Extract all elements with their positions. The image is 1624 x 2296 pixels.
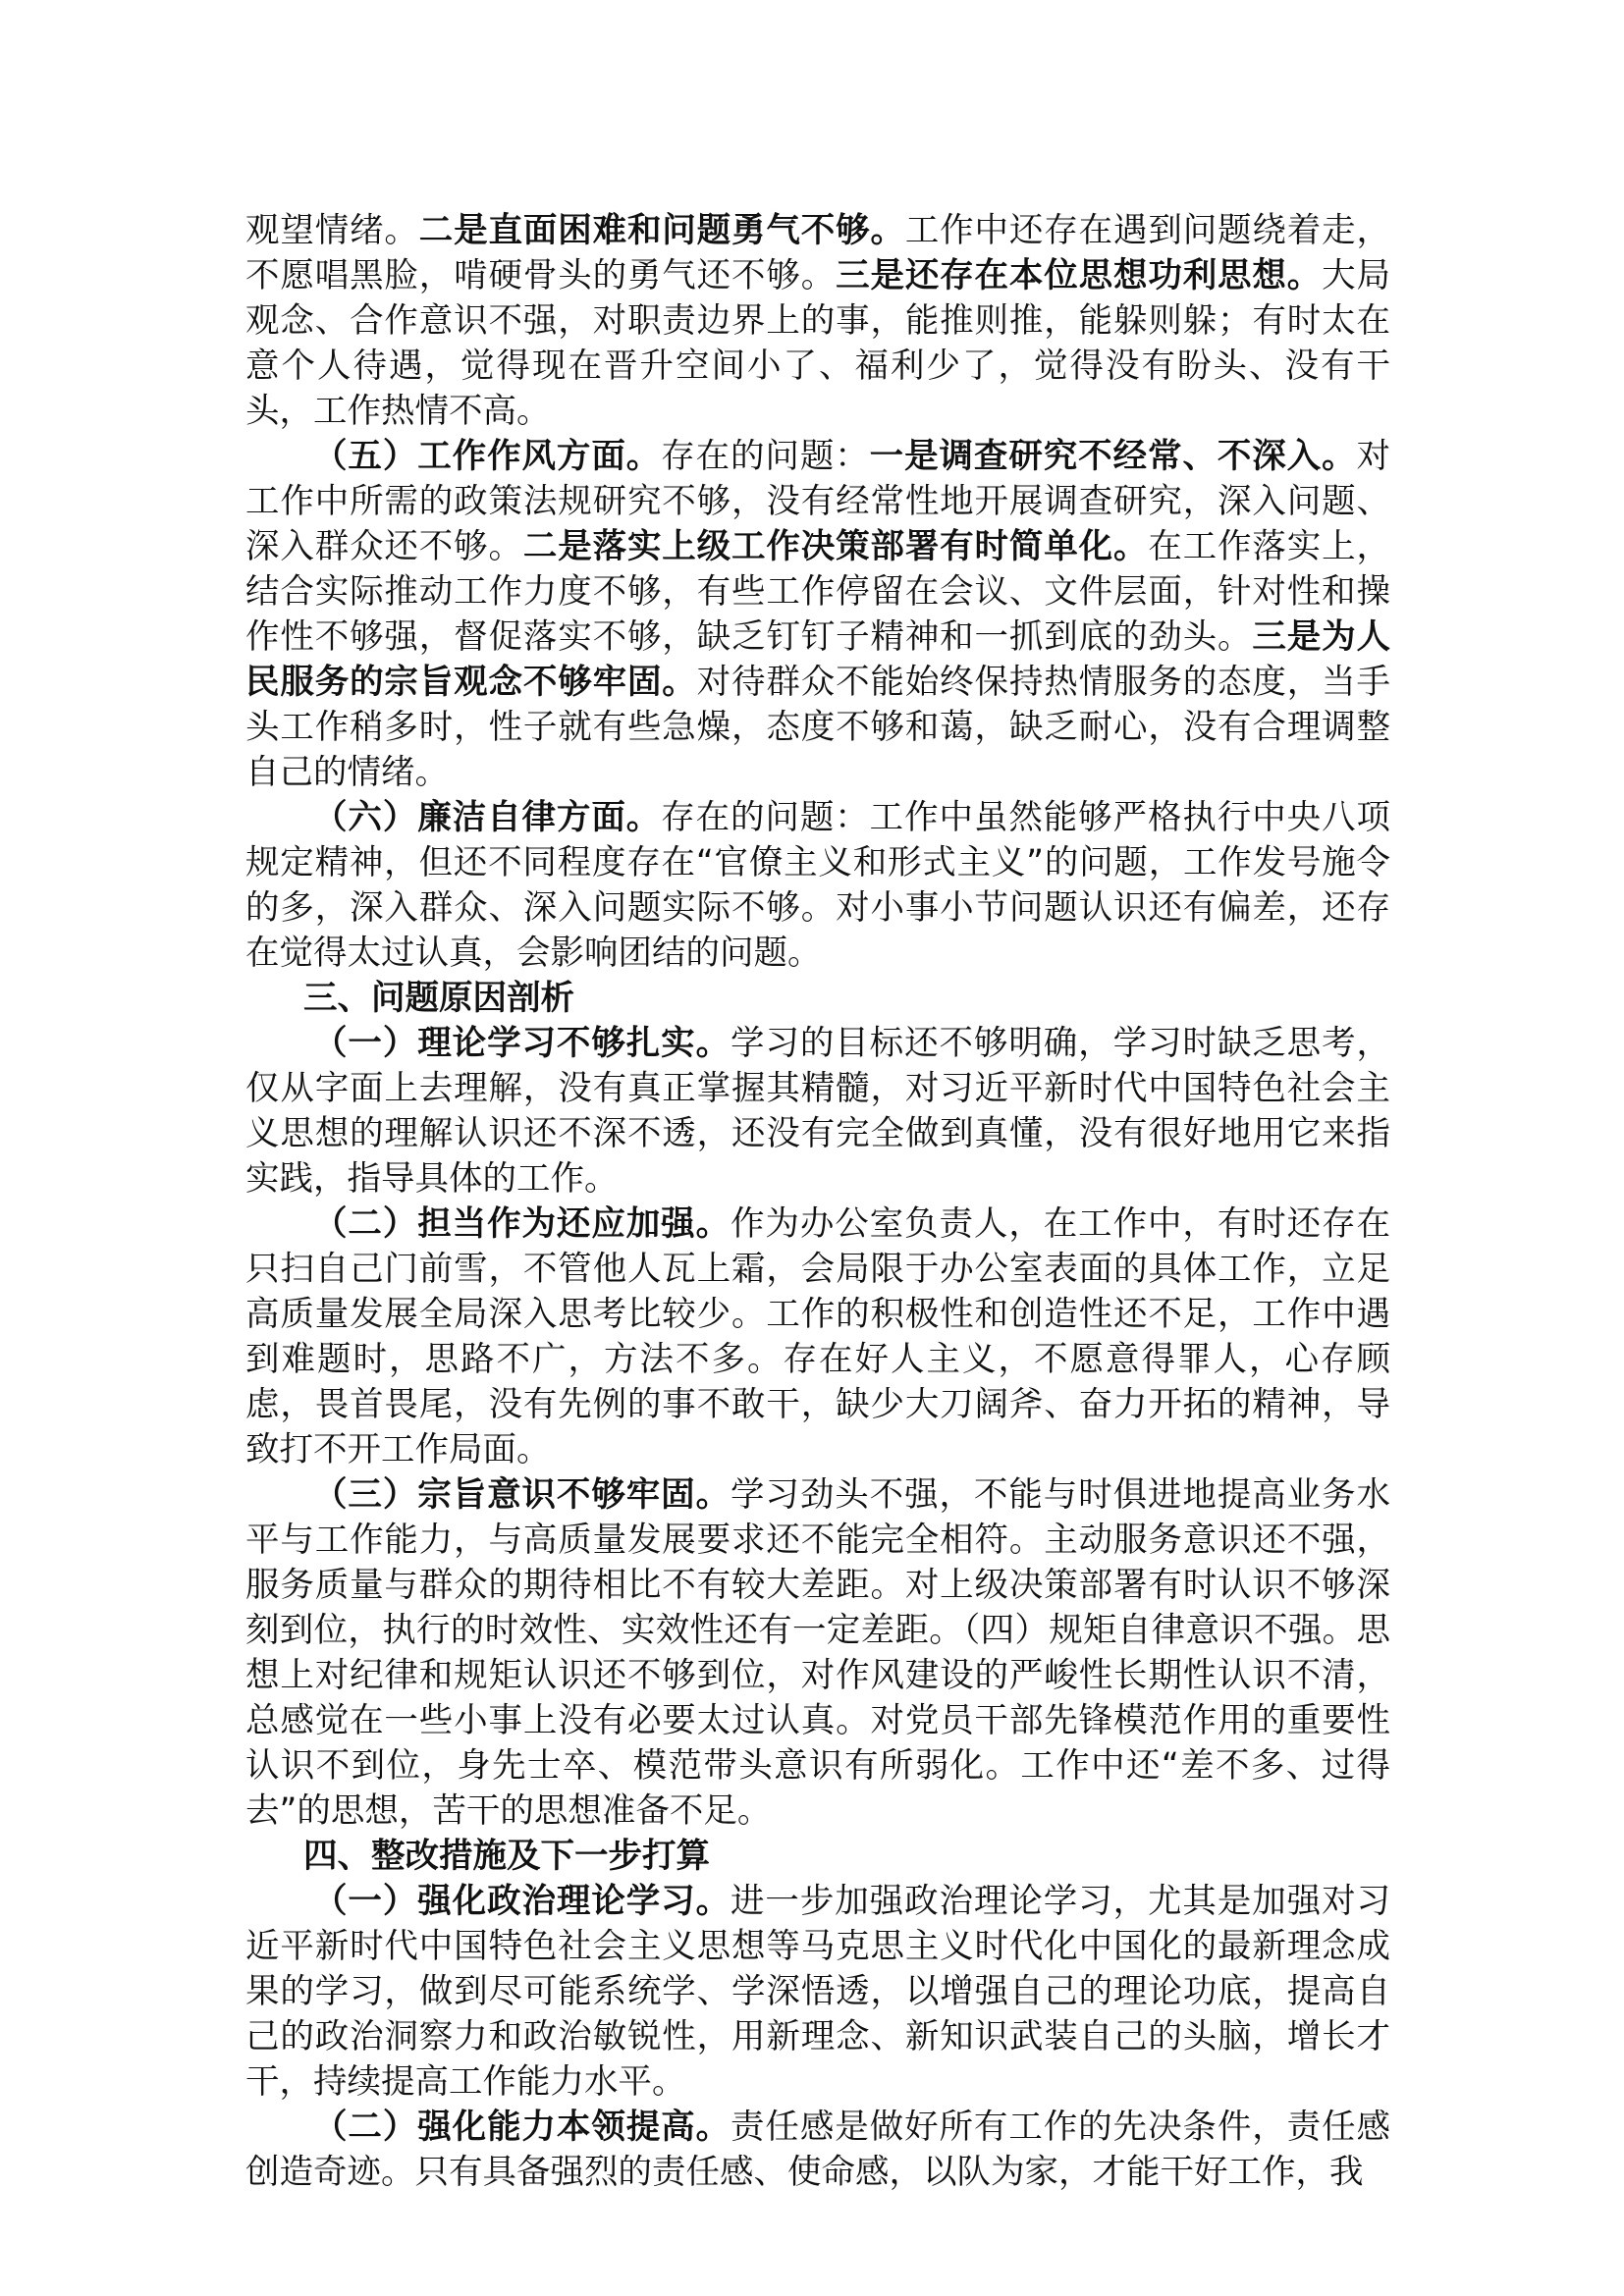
bold-phrase: （五）工作作风方面。 <box>313 437 662 476</box>
bold-phrase: 三是为人民服务的宗旨观念不够牢固。 <box>245 617 1390 702</box>
text-run: 存在的问题：工作中虽然能够严格执行中央八项规定精神，但还不同程度存在“官僚主义和形式主义”的问题，工作发号施令的多，深入群众、深入问题实际不够。对小事小节问题认识还有偏差，还存在觉得太过认真，会影响团结的问题。 <box>245 798 1391 973</box>
bold-phrase: （二）强化能力本领提高。 <box>313 2108 731 2147</box>
body-paragraph <box>245 208 1390 434</box>
text-run: 对工作中所需的政策法规研究不够，没有经常性地开展调查研究，深入问题、深入群众还不够。 <box>245 437 1391 566</box>
body-paragraph <box>245 795 1390 976</box>
section-heading <box>245 976 1390 1021</box>
bold-phrase: （一）强化政治理论学习。 <box>313 1882 731 1921</box>
body-paragraph <box>245 1879 1390 2105</box>
text-run: 对待群众不能始终保持热情服务的态度，当手头工作稍多时，性子就有些急燥，态度不够和蔼，缺乏耐心，没有合理调整自己的情绪。 <box>245 663 1390 792</box>
bold-phrase: 四、整改措施及下一步打算 <box>303 1837 710 1876</box>
text-run: 在工作落实上，结合实际推动工作力度不够，有些工作停留在会议、文件层面，针对性和操作性不够强，督促落实不够，缺乏钉钉子精神和一抓到底的劲头。 <box>245 527 1390 657</box>
body-paragraph <box>245 1201 1390 1472</box>
text-run: 存在的问题： <box>661 437 870 476</box>
bold-phrase: 二是直面困难和问题勇气不够。 <box>418 211 905 250</box>
body-paragraph <box>245 1472 1390 1834</box>
text-run: 进一步加强政治理论学习，尤其是加强对习近平新时代中国特色社会主义思想等马克思主义时代化中国化的最新理念成果的学习，做到尽可能系统学、学深悟透，以增强自己的理论功底，提高自己的政治洞察力和政治敏锐性，用新理念、新知识武装自己的头脑，增长才干，持续提高工作能力水平。 <box>245 1882 1390 2102</box>
document-page <box>245 208 1390 2195</box>
bold-phrase: （二）担当作为还应加强。 <box>313 1204 731 1244</box>
section-heading <box>245 1834 1390 1879</box>
text-run: 观望情绪。 <box>245 211 419 250</box>
bold-phrase: 一是调查研究不经常、不深入。 <box>869 437 1357 476</box>
text-run: 学习劲头不强，不能与时俱进地提高业务水平与工作能力，与高质量发展要求还不能完全相符。主动服务意识还不强，服务质量与群众的期待相比不有较大差距。对上级决策部署有时认识不够深刻到位，执行的时效性、实效性还有一定差距。（四）规矩自律意识不强。思想上对纪律和规矩认识还不够到位，对作风建设的严峻性长期性认识不清，总感觉在一些小事上没有必要太过认真。对党员干部先锋模范作用的重要性认识不到位，身先士卒、模范带头意识有所弱化。工作中还“差不多、过得去”的思想，苦干的思想准备不足。 <box>245 1475 1390 1831</box>
bold-phrase: （六）廉洁自律方面。 <box>313 798 662 837</box>
body-paragraph <box>245 2105 1390 2195</box>
bold-phrase: （三）宗旨意识不够牢固。 <box>313 1475 731 1515</box>
bold-phrase: 二是落实上级工作决策部署有时简单化。 <box>522 527 1149 566</box>
body-paragraph <box>245 1021 1390 1201</box>
text-run: 工作中还存在遇到问题绕着走，不愿唱黑脸，啃硬骨头的勇气还不够。 <box>245 211 1390 295</box>
bold-phrase: 三、问题原因剖析 <box>303 979 574 1018</box>
text-run: 学习的目标还不够明确，学习时缺乏思考，仅从字面上去理解，没有真正掌握其精髓，对习近平新时代中国特色社会主义思想的理解认识还不深不透，还没有完全做到真懂，没有很好地用它来指实践，指导具体的工作。 <box>245 1024 1390 1199</box>
text-run: 责任感是做好所有工作的先决条件，责任感创造奇迹。只有具备强烈的责任感、使命感，以队为家，才能干好工作，我 <box>245 2108 1390 2192</box>
bold-phrase: 三是还存在本位思想功利思想。 <box>836 256 1323 295</box>
text-run: 大局观念、合作意识不强，对职责边界上的事，能推则推，能躲则躲；有时太在意个人待遇，觉得现在晋升空间小了、福利少了，觉得没有盼头、没有干头，工作热情不高。 <box>245 256 1390 431</box>
body-paragraph <box>245 434 1390 795</box>
bold-phrase: （一）理论学习不够扎实。 <box>313 1024 731 1063</box>
text-run: 作为办公室负责人，在工作中，有时还存在只扫自己门前雪，不管他人瓦上霜，会局限于办公室表面的具体工作，立足高质量发展全局深入思考比较少。工作的积极性和创造性还不足，工作中遇到难题时，思路不广，方法不多。存在好人主义，不愿意得罪人，心存顾虑，畏首畏尾，没有先例的事不敢干，缺少大刀阔斧、奋力开拓的精神，导致打不开工作局面。 <box>245 1204 1390 1469</box>
